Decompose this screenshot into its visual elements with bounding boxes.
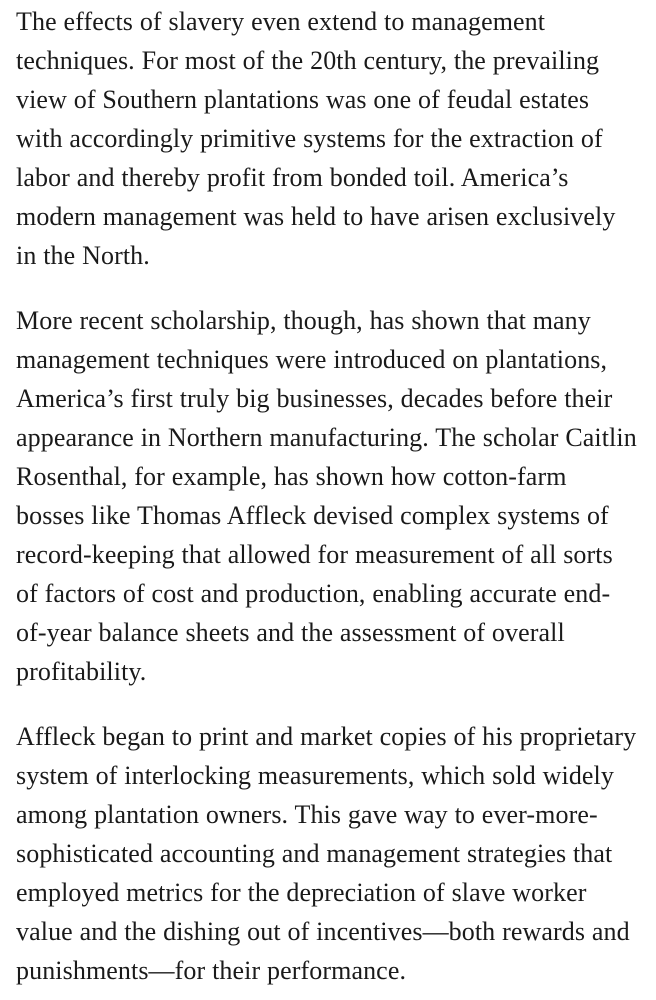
body-paragraph: Affleck began to print and market copies of his proprietary system of interlocking measurements, which sold widely among plantation owners. This gave way to ever-more-sophisticated accounting and management strategies that employed metrics for the depreciation of slave worker value and the dishing out of incentives—both rewards and punishments—for their performance. — [16, 722, 637, 985]
body-paragraph: The effects of slavery even extend to management techniques. For most of the 20th century, the prevailing view of Southern plantations was one of feudal estates with accordingly primitive systems for the extraction of labor and thereby profit from bonded toil. America’s modern management was held to have arisen exclusively in the North. — [16, 7, 616, 270]
body-paragraph: More recent scholarship, though, has shown that many management techniques were introduced on plantations, America’s first truly big businesses, decades before their appearance in Northern manufacturing. The scholar Caitlin Rosenthal, for example, has shown how cotton-farm bosses like Thomas Affleck devised complex systems of record-keeping that allowed for measurement of all sorts of factors of cost and production, enabling accurate end-of-year balance sheets and the assessment of overall profitability. — [16, 306, 637, 686]
